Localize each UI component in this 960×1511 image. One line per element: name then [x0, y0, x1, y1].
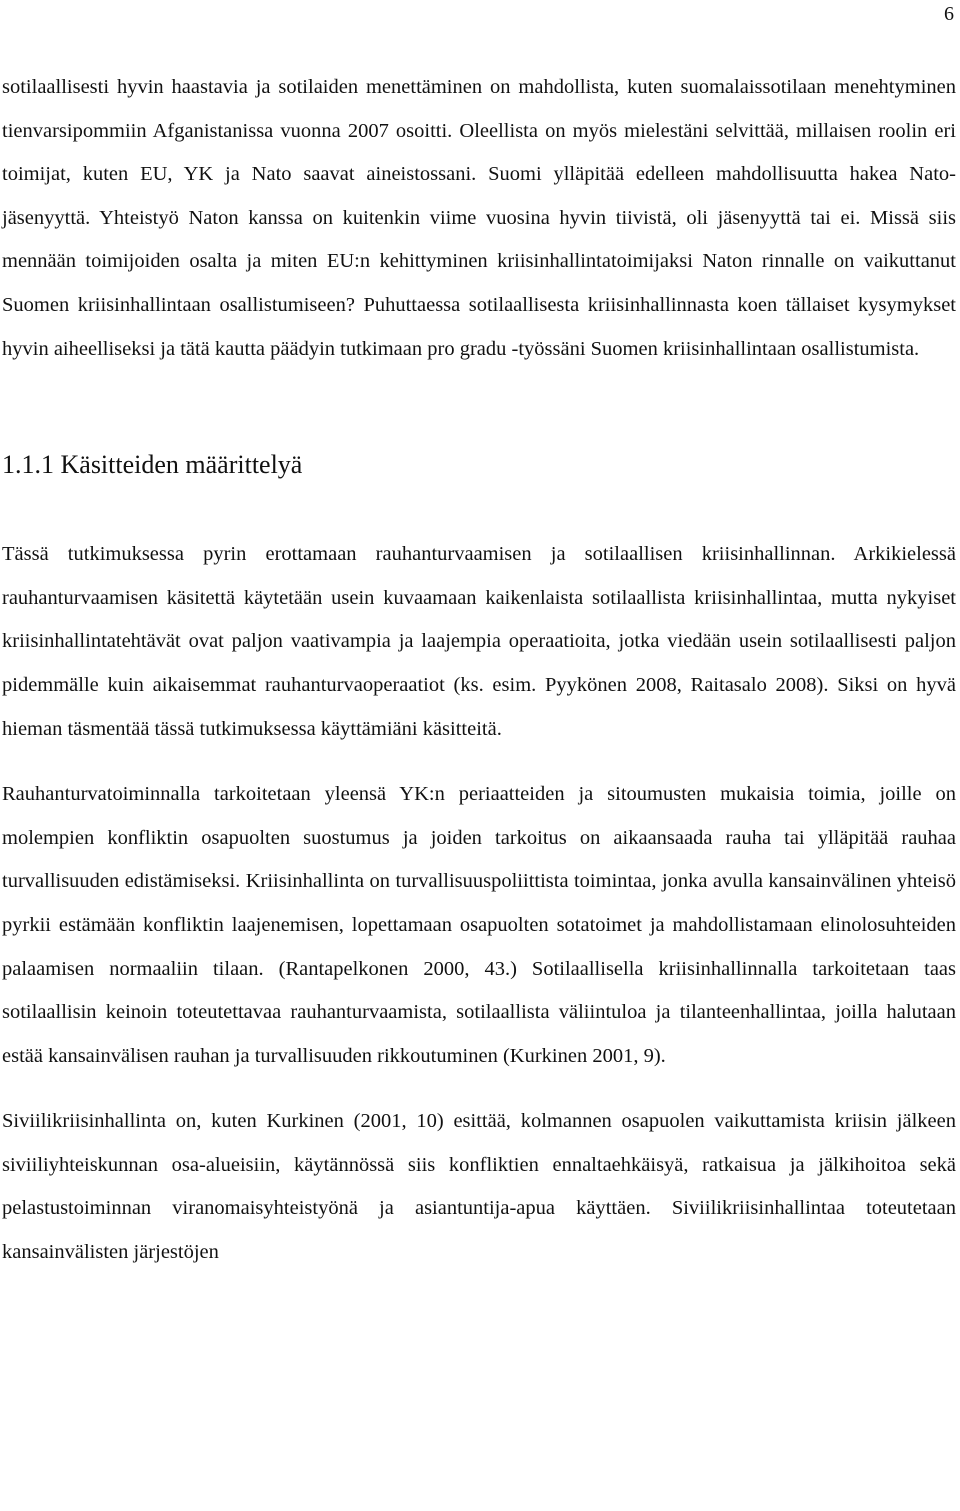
paragraph-intro-continuation: sotilaallisesti hyvin haastavia ja sotilaiden menettäminen on mahdollista, kuten suomalaissotilaan menehtyminen tienvarsipommiin Afganistanissa vuonna 2007 osoitti. Oleellista on myös mielestäni selvittää, millaisen roolin eri toimijat, kuten EU, YK ja Nato saavat aineistossani. Suomi ylläpitää edelleen mahdollisuutta hakea Nato-jäsenyyttä. Yhteistyö Naton kanssa on kuitenkin viime vuosina hyvin tiivistä, oli jäsenyyttä tai ei. Missä siis mennään toimijoiden osalta ja miten EU:n kehittyminen kriisinhallintatoimijaksi Naton rinnalle on vaikuttanut Suomen kriisinhallintaan osallistumiseen? Puhuttaessa sotilaallisesta kriisinhallinnasta koen tällaiset kysymykset hyvin aiheelliseksi ja tätä kautta päädyin tutkimaan pro gradu -työssäni Suomen kriisinhallintaan osallistumista.: [2, 76, 956, 360]
page-number: 6: [944, 3, 954, 25]
paragraph-peacekeeping-definition: Rauhanturvatoiminnalla tarkoitetaan yleensä YK:n periaatteiden ja sitoumusten mukaisia toimia, joille on molempien konfliktin osapuolten suostumus ja joiden tarkoitus on aikaansaada rauha tai ylläpitää rauhaa turvallisuuden edistämiseksi. Kriisinhallinta on turvallisuuspoliittista toimintaa, jonka avulla kansainvälinen yhteisö pyrkii estämään konfliktin laajenemisen, lopettamaan osapuolten sotatoimet ja mahdollistamaan elinolosuhteiden palaamisen normaaliin tilaan. (Rantapelkonen 2000, 43.) Sotilaallisella kriisinhallinnalla tarkoitetaan taas sotilaallisin keinoin toteutettavaa rauhanturvaamista, sotilaallista väliintuloa ja tilanteenhallintaa, joilla halutaan estää kansainvälisen rauhan ja turvallisuuden rikkoutuminen (Kurkinen 2001, 9).: [2, 783, 956, 1067]
paragraph-concepts-intro: Tässä tutkimuksessa pyrin erottamaan rauhanturvaamisen ja sotilaallisen kriisinhallinnan. Arkikielessä rauhanturvaamisen käsitettä käytetään usein kuvaamaan kaikenlaista sotilaallista kriisinhallintaa, mutta nykyiset kriisinhallintatehtävät ovat paljon vaativampia ja laajempia operaatioita, jotka viedään usein sotilaallisesti paljon pidemmälle kuin aikaisemmat rauhanturvaoperaatiot (ks. esim. Pyykönen 2008, Raitasalo 2008). Siksi on hyvä hieman täsmentää tässä tutkimuksessa käyttämiäni käsitteitä.: [2, 543, 956, 740]
section-heading: 1.1.1 Käsitteiden määrittelyä: [2, 450, 303, 480]
document-body: [2, 66, 956, 1275]
paragraph-civilian-crisis-management: Siviilikriisinhallinta on, kuten Kurkinen (2001, 10) esittää, kolmannen osapuolen vaikuttamista kriisin jälkeen siviiliyhteiskunnan osa-alueisiin, käytännössä siis konfliktien ennaltaehkäisyä, ratkaisua ja jälkihoitoa sekä pelastustoiminnan viranomaisyhteistyönä ja asiantuntija-apua käyttäen. Siviilikriisinhallintaa toteutetaan kansainvälisten järjestöjen: [2, 1110, 956, 1264]
